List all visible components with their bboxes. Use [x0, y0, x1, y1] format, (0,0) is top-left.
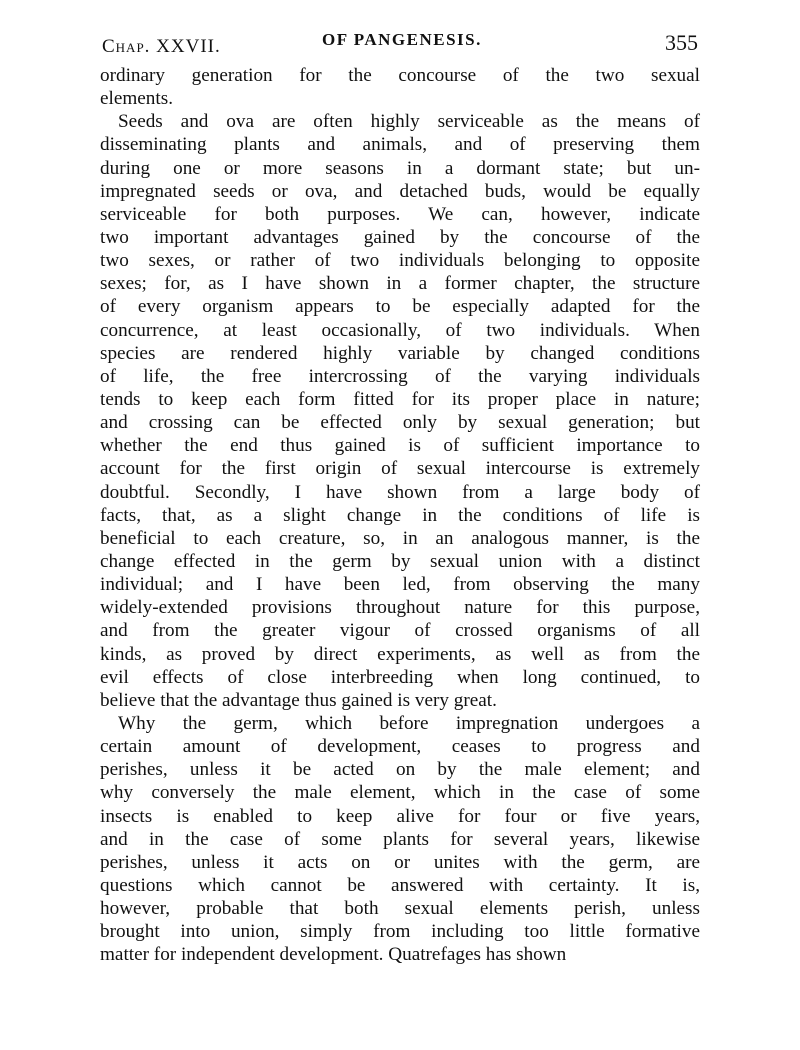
- running-head: [100, 24, 700, 64]
- paragraph: [100, 110, 700, 712]
- chapter-label: Chap. XXVII.: [102, 36, 221, 57]
- text-line: widely-extended provisions throughout nature for this purpose,: [100, 597, 700, 619]
- paragraph: [100, 712, 700, 967]
- text-line: certain amount of development, ceases to progress and: [100, 736, 700, 758]
- text-line: believe that the advantage thus gained is very great.: [100, 689, 497, 711]
- text-line: tends to keep each form fitted for its proper place in nature;: [100, 388, 700, 410]
- text-line: impregnated seeds or ova, and detached buds, would be equally: [100, 180, 700, 202]
- text-line: two important advantages gained by the concourse of the: [100, 226, 700, 248]
- text-line: facts, that, as a slight change in the conditions of life is: [100, 504, 700, 526]
- text-line: Seeds and ova are often highly serviceable as the means of: [118, 111, 700, 133]
- text-line: and from the greater vigour of crossed organisms of all: [100, 620, 700, 642]
- text-line: doubtful. Secondly, I have shown from a large body of: [100, 481, 700, 503]
- text-line: and in the case of some plants for several years, likewise: [100, 828, 700, 850]
- text-line: questions which cannot be answered with certainty. It is,: [100, 874, 700, 896]
- text-line: sexes; for, as I have shown in a former chapter, the structure: [100, 273, 700, 295]
- text-line: disseminating plants and animals, and of preserving them: [100, 134, 700, 156]
- text-line: kinds, as proved by direct experiments, as well as from the: [100, 643, 700, 665]
- text-line: elements.: [100, 88, 173, 110]
- text-line: change effected in the germ by sexual union with a distinct: [100, 550, 700, 572]
- text-line: species are rendered highly variable by changed conditions: [100, 342, 700, 364]
- text-line: of every organism appears to be especially adapted for the: [100, 296, 700, 318]
- text-line: beneficial to each creature, so, in an analogous manner, is the: [100, 527, 700, 549]
- text-line: why conversely the male element, which in the case of some: [100, 782, 700, 804]
- page-number: 355: [665, 30, 698, 55]
- text-line: insects is enabled to keep alive for four or five years,: [100, 805, 700, 827]
- text-line: perishes, unless it be acted on by the male element; and: [100, 759, 700, 781]
- text-line: two sexes, or rather of two individuals belonging to opposite: [100, 250, 700, 272]
- text-line: of life, the free intercrossing of the varying individuals: [100, 365, 700, 387]
- text-line: perishes, unless it acts on or unites with the germ, are: [100, 851, 700, 873]
- text-line: Why the germ, which before impregnation undergoes a: [118, 712, 700, 734]
- text-line: and crossing can be effected only by sexual generation; but: [100, 412, 700, 434]
- running-title: OF PANGENESIS.: [322, 30, 482, 49]
- text-line: evil effects of close interbreeding when long continued, to: [100, 666, 700, 688]
- text-line: whether the end thus gained is of sufficient importance to: [100, 435, 700, 457]
- book-page: [100, 24, 700, 966]
- text-line: during one or more seasons in a dormant state; but un-: [100, 157, 700, 179]
- text-line: however, probable that both sexual elements perish, unless: [100, 898, 700, 920]
- body-text: [100, 64, 700, 966]
- paragraph: [100, 64, 700, 110]
- text-line: brought into union, simply from including too little formative: [100, 921, 700, 943]
- text-line: concurrence, at least occasionally, of two individuals. When: [100, 319, 700, 341]
- text-line: account for the first origin of sexual intercourse is extremely: [100, 458, 700, 480]
- text-line: ordinary generation for the concourse of the two sexual: [100, 65, 700, 86]
- text-line: matter for independent development. Quatrefages has shown: [100, 944, 567, 966]
- text-line: individual; and I have been led, from observing the many: [100, 574, 700, 596]
- text-line: serviceable for both purposes. We can, however, indicate: [100, 203, 700, 225]
